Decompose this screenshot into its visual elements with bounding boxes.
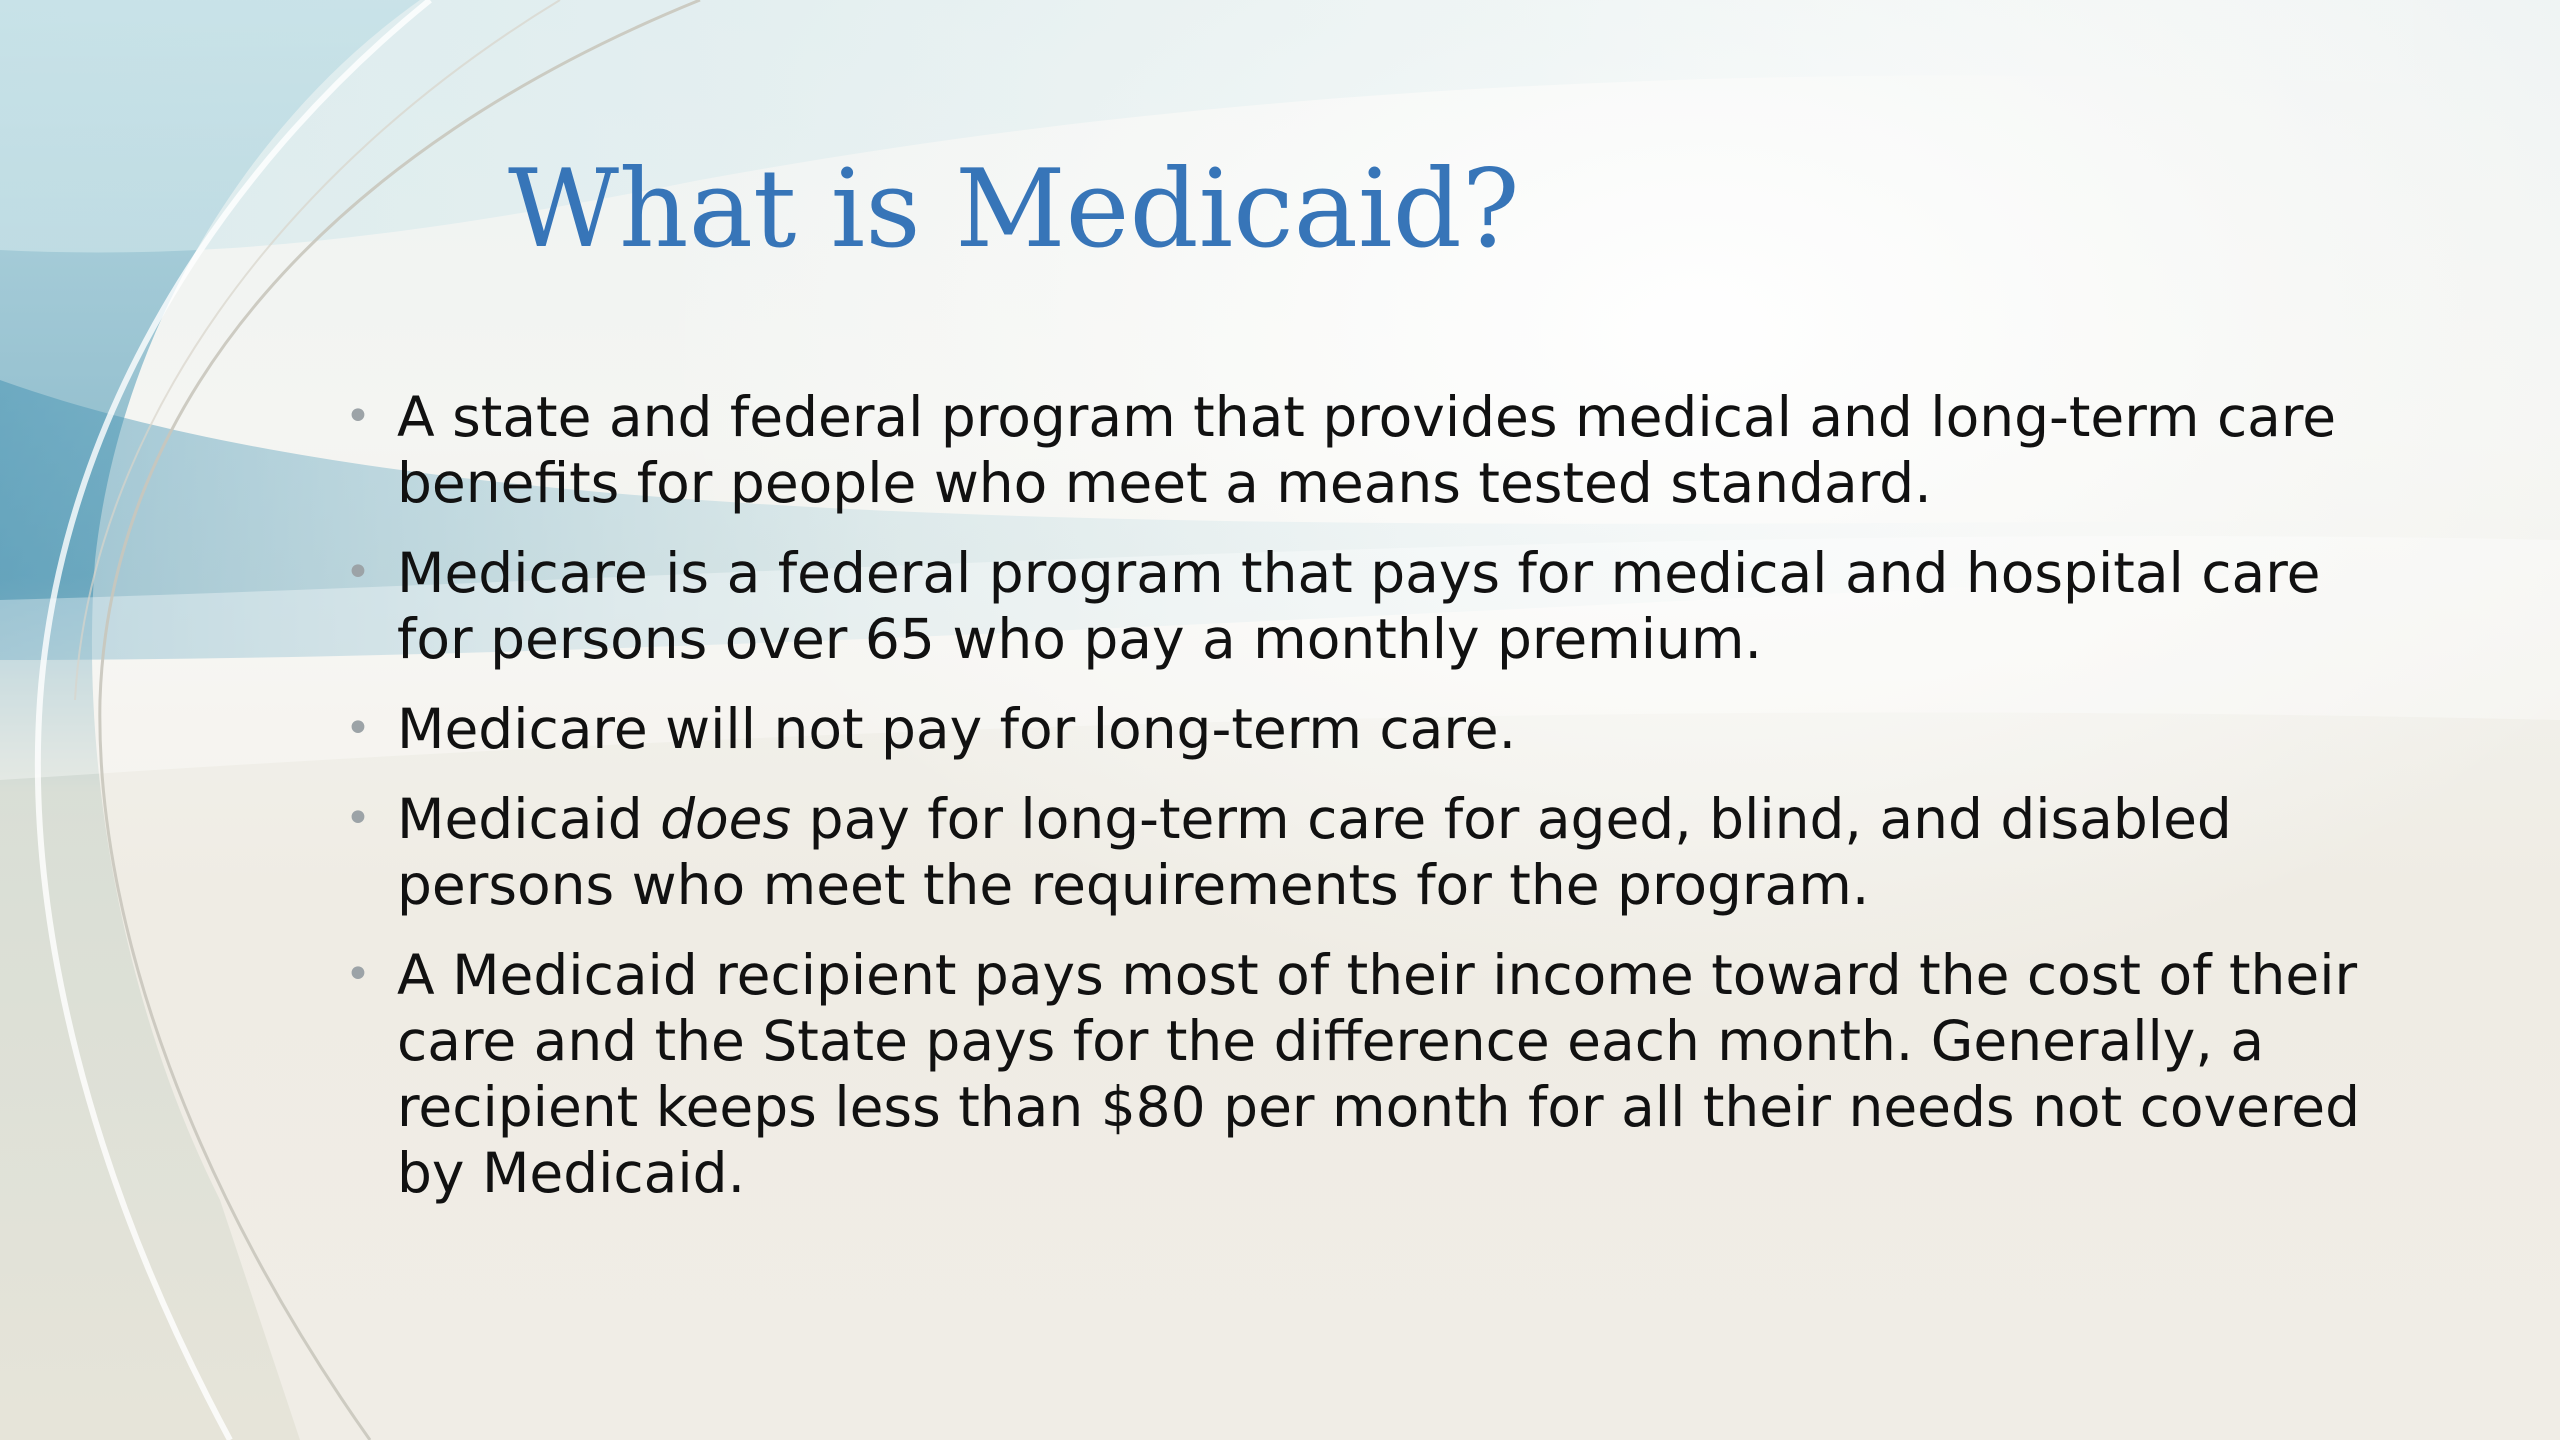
bullet-marker: • bbox=[345, 391, 371, 442]
bullet-text-suffix: pay for long-term care for aged, blind, and disabled persons who meet the requirements for the program. bbox=[397, 787, 2232, 917]
slide-title: What is Medicaid? bbox=[508, 147, 1520, 272]
bullet-item bbox=[345, 384, 2375, 516]
bullet-item bbox=[345, 942, 2375, 1206]
bullet-item bbox=[345, 696, 2375, 762]
bullet-text: A Medicaid recipient pays most of their income toward the cost of their care and the State pays for the difference each month. Generally, a recipient keeps less than $80 per month for all their needs not covered by Medicaid. bbox=[397, 943, 2361, 1205]
bullet-text-prefix: Medicaid bbox=[397, 787, 661, 851]
bullet-marker: • bbox=[345, 547, 371, 598]
bullet-text-emphasis: does bbox=[660, 787, 792, 851]
bullet-text bbox=[397, 787, 2232, 917]
bullet-item bbox=[345, 540, 2375, 672]
bullet-text: Medicare will not pay for long-term care. bbox=[397, 697, 1517, 761]
bullet-marker: • bbox=[345, 703, 371, 754]
bullet-text: A state and federal program that provides medical and long-term care benefits for people who meet a means tested standard. bbox=[397, 385, 2337, 515]
bullet-text: Medicare is a federal program that pays for medical and hospital care for persons over 65 who pay a monthly premium. bbox=[397, 541, 2321, 671]
bullet-list bbox=[345, 384, 2375, 1230]
bullet-item bbox=[345, 786, 2375, 918]
bullet-marker: • bbox=[345, 793, 371, 844]
bullet-marker: • bbox=[345, 949, 371, 1000]
